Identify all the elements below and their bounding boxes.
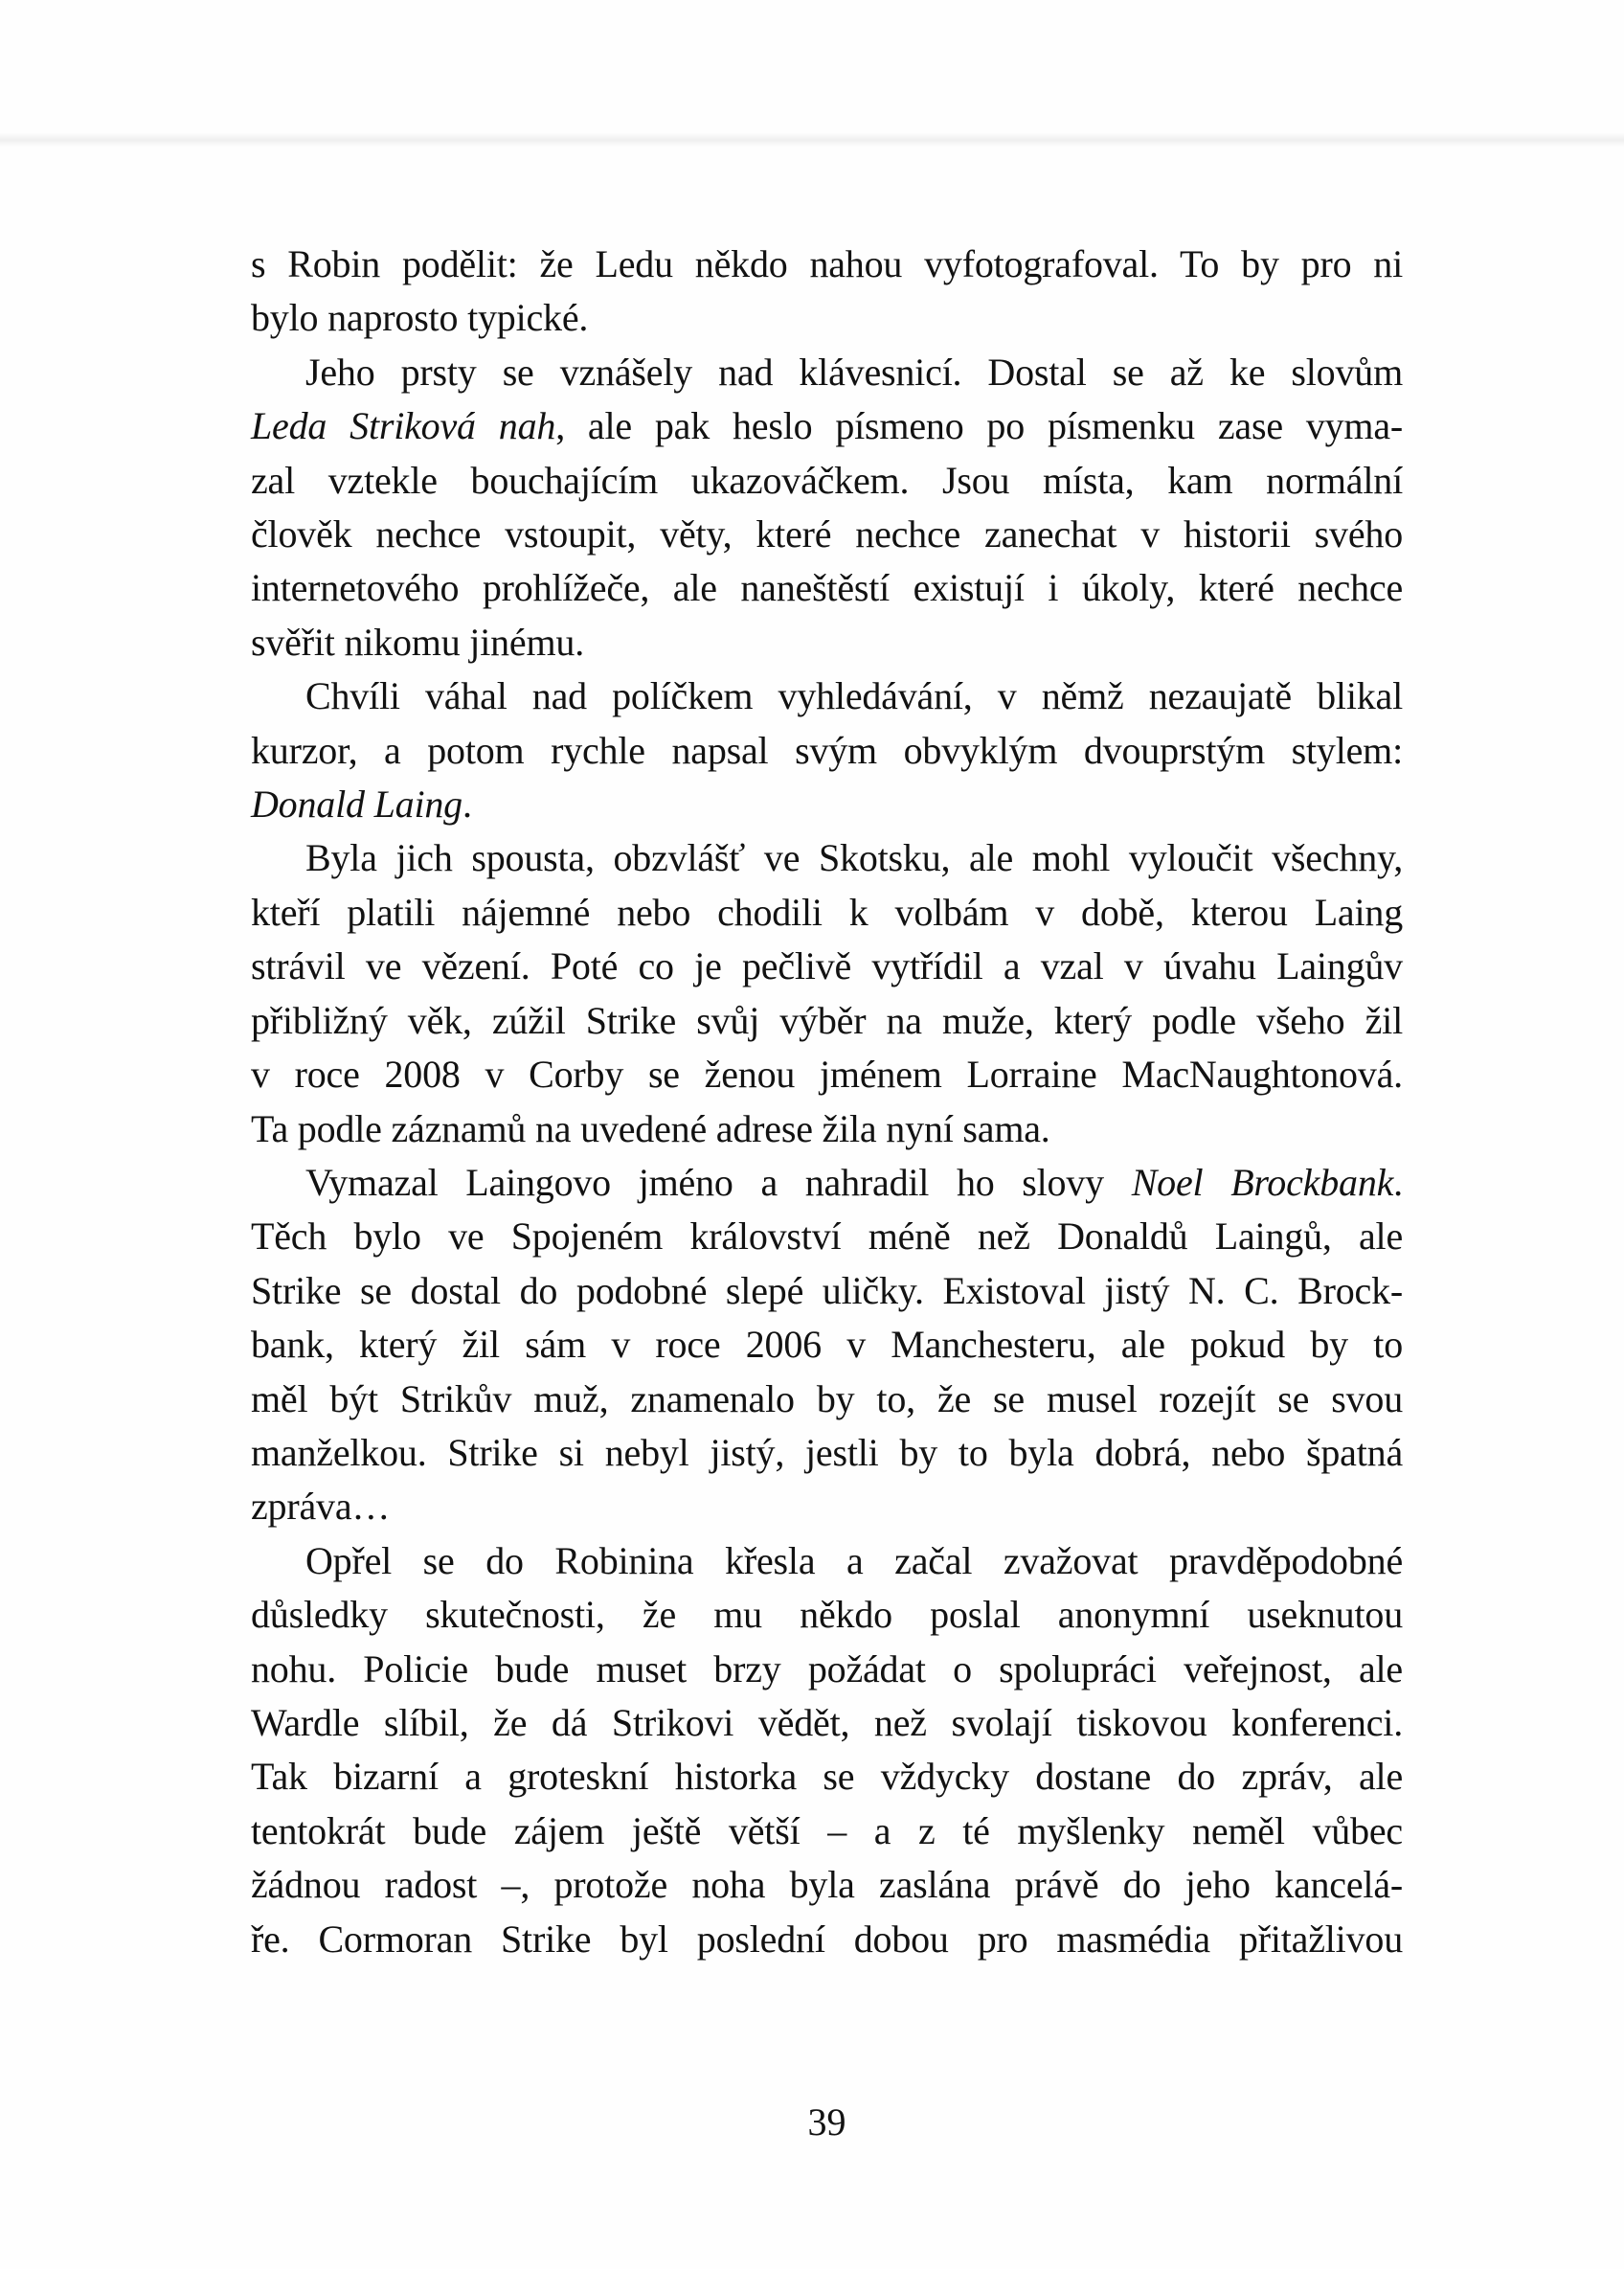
italic-text-segment: Leda Striková nah — [251, 404, 556, 448]
text-line — [251, 1264, 1403, 1318]
text-segment: Strike se dostal do podobné slepé uličky. Existoval jistý N. C. Brock- — [251, 1268, 1403, 1312]
text-segment: žádnou radost –, protože noha byla zaslána právě do jeho kancelá- — [251, 1863, 1403, 1907]
text-segment: Byla jich spousta, obzvlášť ve Skotsku, ale mohl vyloučit všechny, — [305, 836, 1403, 880]
page-number: 39 — [807, 2100, 846, 2144]
text-line — [251, 346, 1403, 399]
text-line — [251, 1373, 1403, 1426]
text-segment: internetového prohlížeče, ale naneštěstí existují i úkoly, které nechce — [251, 566, 1403, 610]
text-segment: strávil ve vězení. Poté co je pečlivě vytřídil a vzal v úvahu Laingův — [251, 944, 1403, 988]
text-segment: v roce 2008 v Corby se ženou jménem Lorraine MacNaughtonová. — [251, 1053, 1403, 1097]
text-segment: nohu. Policie bude muset brzy požádat o spolupráci veřejnost, ale — [251, 1646, 1403, 1690]
text-line — [251, 940, 1403, 993]
text-line — [251, 1858, 1403, 1912]
text-segment: člověk nechce vstoupit, věty, které nechce zanechat v historii svého — [251, 512, 1403, 556]
text-segment: Jeho prsty se vznášely nad klávesnicí. Dostal se až ke slovům — [305, 350, 1403, 394]
text-line — [251, 1480, 1403, 1533]
text-line — [251, 238, 1403, 291]
text-segment: Tak bizarní a groteskní historka se vždycky dostane do zpráv, ale — [251, 1755, 1403, 1799]
text-line — [251, 291, 1403, 345]
text-line — [251, 1913, 1403, 1966]
text-segment: tentokrát bude zájem ještě větší – a z té myšlenky neměl vůbec — [251, 1808, 1403, 1852]
text-line — [251, 1156, 1403, 1210]
text-line — [251, 561, 1403, 615]
text-line — [251, 724, 1403, 778]
text-segment: Chvíli váhal nad políčkem vyhledávání, v němž nezaujatě blikal — [305, 674, 1403, 718]
italic-text-segment: Donald Laing — [251, 783, 462, 827]
scan-shading-band — [0, 132, 1624, 147]
text-line — [251, 669, 1403, 723]
text-segment: ře. Cormoran Strike byl poslední dobou pro masmédia přitažlivou — [251, 1917, 1403, 1961]
text-segment: kurzor, a potom rychle napsal svým obvyklým dvouprstým stylem: — [251, 728, 1403, 772]
text-segment: přibližný věk, zúžil Strike svůj výběr na muže, který podle všeho žil — [251, 998, 1403, 1042]
italic-text-segment: Noel Brockbank — [1131, 1160, 1394, 1204]
text-line — [251, 1534, 1403, 1588]
text-segment: Wardle slíbil, že dá Strikovi vědět, než svolají tiskovou konferenci. — [251, 1700, 1403, 1744]
text-line — [251, 454, 1403, 508]
text-line — [251, 1750, 1403, 1804]
text-segment: manželkou. Strike si nebyl jistý, jestli by to byla dobrá, nebo špatná — [251, 1430, 1403, 1474]
text-line — [251, 1102, 1403, 1156]
text-segment: Těch bylo ve Spojeném království méně než Donaldů Laingů, ale — [251, 1214, 1403, 1259]
text-line — [251, 1696, 1403, 1750]
text-line — [251, 1643, 1403, 1696]
text-segment: svěřit nikomu jinému. — [251, 620, 584, 664]
text-segment: zal vztekle bouchajícím ukazováčkem. Jsou místa, kam normální — [251, 458, 1403, 502]
text-line — [251, 1210, 1403, 1263]
text-line — [251, 1426, 1403, 1480]
text-line — [251, 831, 1403, 885]
text-block — [251, 238, 1403, 1966]
text-segment: . — [462, 783, 472, 827]
text-segment: , ale pak heslo písmeno po písmenku zase vyma- — [555, 404, 1404, 448]
text-segment: zpráva… — [251, 1485, 391, 1529]
text-line — [251, 1318, 1403, 1372]
text-line — [251, 1588, 1403, 1642]
text-segment: Opřel se do Robinina křesla a začal zvažovat pravděpodobné — [305, 1538, 1403, 1582]
text-segment: Vymazal Laingovo jméno a nahradil ho slovy — [305, 1160, 1132, 1204]
text-line — [251, 1804, 1403, 1858]
text-line — [251, 886, 1403, 940]
text-line — [251, 616, 1403, 669]
text-segment: bylo naprosto typické. — [251, 296, 589, 340]
text-segment: Ta podle záznamů na uvedené adrese žila nyní sama. — [251, 1106, 1050, 1150]
text-segment: . — [1393, 1160, 1403, 1204]
text-segment: kteří platili nájemné nebo chodili k volbám v době, kterou Laing — [251, 890, 1403, 934]
text-line — [251, 994, 1403, 1048]
text-segment: bank, který žil sám v roce 2006 v Manchesteru, ale pokud by to — [251, 1323, 1403, 1367]
text-line — [251, 778, 1403, 831]
text-line — [251, 508, 1403, 561]
text-line — [251, 399, 1403, 453]
text-segment: s Robin podělit: že Ledu někdo nahou vyfotografoval. To by pro ni — [251, 242, 1403, 285]
text-line — [251, 1048, 1403, 1101]
text-segment: měl být Strikův muž, znamenalo by to, že se musel rozejít se svou — [251, 1376, 1403, 1420]
text-segment: důsledky skutečnosti, že mu někdo poslal anonymní useknutou — [251, 1593, 1403, 1637]
